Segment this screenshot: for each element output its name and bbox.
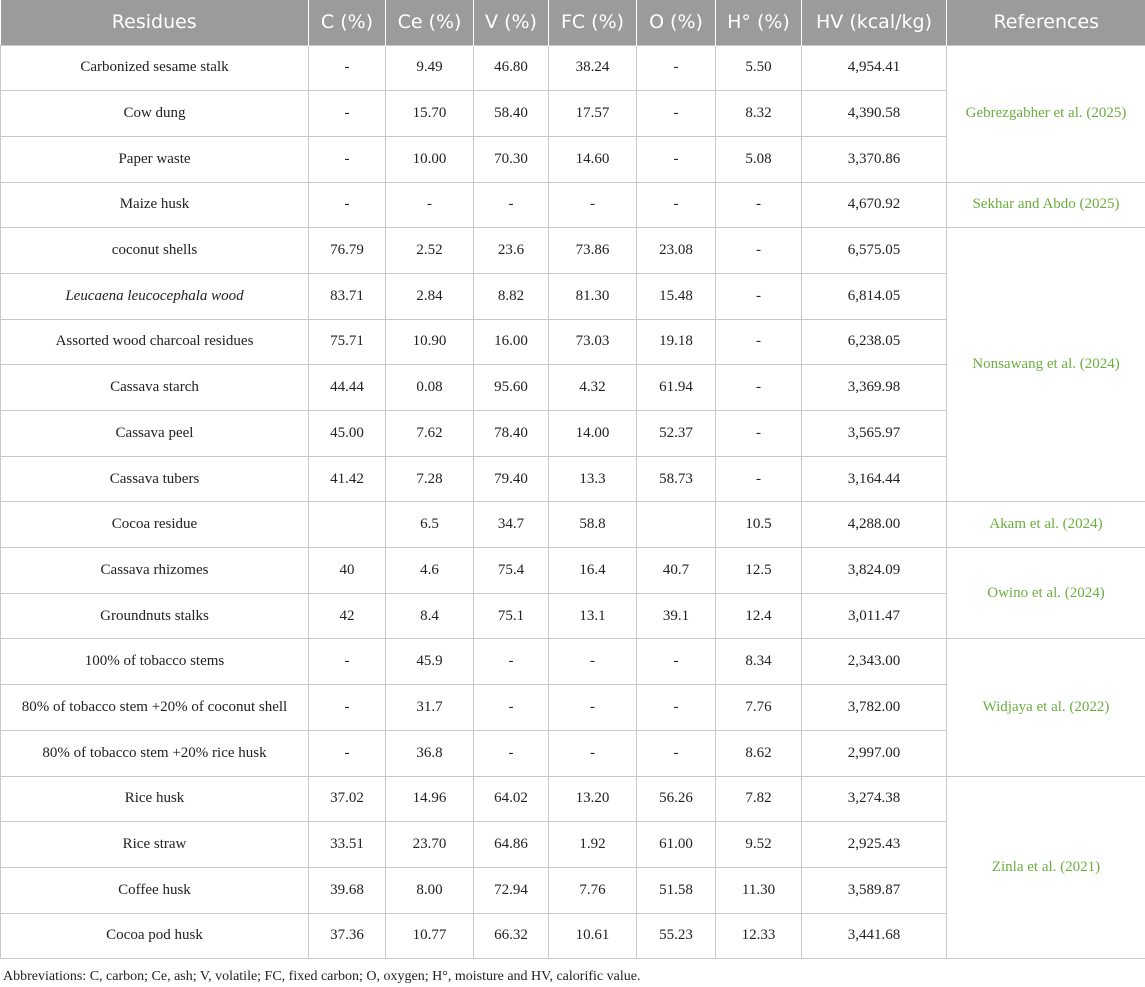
calorific-value-cell: 4,670.92 <box>802 182 947 228</box>
calorific-value-cell: 3,565.97 <box>802 411 947 457</box>
oxygen-cell: - <box>637 685 716 731</box>
carbon-cell: 75.71 <box>309 319 386 365</box>
ash-cell: 2.84 <box>386 273 474 319</box>
moisture-cell: 8.62 <box>716 730 802 776</box>
residue-cell: Cassava starch <box>1 365 309 411</box>
fixed-carbon-cell: 14.00 <box>549 411 637 457</box>
oxygen-cell: 23.08 <box>637 228 716 274</box>
table-row <box>1 776 1145 822</box>
fixed-carbon-cell: 16.4 <box>549 548 637 594</box>
fixed-carbon-cell: 58.8 <box>549 502 637 548</box>
fixed-carbon-cell: 13.1 <box>549 593 637 639</box>
calorific-value-cell: 3,164.44 <box>802 456 947 502</box>
fixed-carbon-cell: - <box>549 182 637 228</box>
oxygen-cell: 52.37 <box>637 411 716 457</box>
reference-link[interactable]: Sekhar and Abdo (2025) <box>947 182 1145 228</box>
calorific-value-cell: 3,274.38 <box>802 776 947 822</box>
ash-cell: 8.00 <box>386 867 474 913</box>
oxygen-cell: - <box>637 639 716 685</box>
calorific-value-cell: 3,441.68 <box>802 913 947 959</box>
volatile-cell: 23.6 <box>474 228 549 274</box>
calorific-value-cell: 6,814.05 <box>802 273 947 319</box>
header-oxygen: O (%) <box>637 0 716 45</box>
header-moisture: H° (%) <box>716 0 802 45</box>
oxygen-cell <box>637 502 716 548</box>
ash-cell: 45.9 <box>386 639 474 685</box>
fixed-carbon-cell: 14.60 <box>549 136 637 182</box>
calorific-value-cell: 4,288.00 <box>802 502 947 548</box>
calorific-value-cell: 3,011.47 <box>802 593 947 639</box>
fixed-carbon-cell: - <box>549 730 637 776</box>
oxygen-cell: 40.7 <box>637 548 716 594</box>
oxygen-cell: - <box>637 730 716 776</box>
volatile-cell: 46.80 <box>474 45 549 91</box>
calorific-value-cell: 3,589.87 <box>802 867 947 913</box>
ash-cell: 9.49 <box>386 45 474 91</box>
ash-cell: 31.7 <box>386 685 474 731</box>
ash-cell: 6.5 <box>386 502 474 548</box>
residue-cell: Cassava peel <box>1 411 309 457</box>
oxygen-cell: - <box>637 45 716 91</box>
oxygen-cell: - <box>637 136 716 182</box>
calorific-value-cell: 4,390.58 <box>802 91 947 137</box>
ash-cell: 10.77 <box>386 913 474 959</box>
fixed-carbon-cell: 73.03 <box>549 319 637 365</box>
ash-cell: 14.96 <box>386 776 474 822</box>
volatile-cell: - <box>474 639 549 685</box>
header-references: References <box>947 0 1145 45</box>
carbon-cell: 45.00 <box>309 411 386 457</box>
residue-cell: Cassava rhizomes <box>1 548 309 594</box>
volatile-cell: 58.40 <box>474 91 549 137</box>
moisture-cell: 7.76 <box>716 685 802 731</box>
footnote: Abbreviations: C, carbon; Ce, ash; V, volatile; FC, fixed carbon; O, oxygen; H°, moisture and HV, calorific value. <box>3 969 641 984</box>
residue-cell: 80% of tobacco stem +20% rice husk <box>1 730 309 776</box>
ash-cell: 2.52 <box>386 228 474 274</box>
volatile-cell: 70.30 <box>474 136 549 182</box>
table-row <box>1 182 1145 228</box>
residue-cell: Assorted wood charcoal residues <box>1 319 309 365</box>
residue-cell: Carbonized sesame stalk <box>1 45 309 91</box>
residue-cell: Maize husk <box>1 182 309 228</box>
residue-cell: coconut shells <box>1 228 309 274</box>
carbon-cell: 44.44 <box>309 365 386 411</box>
calorific-value-cell: 3,370.86 <box>802 136 947 182</box>
carbon-cell: - <box>309 182 386 228</box>
header-volatile: V (%) <box>474 0 549 45</box>
calorific-value-cell: 2,343.00 <box>802 639 947 685</box>
carbon-cell: 39.68 <box>309 867 386 913</box>
carbon-cell: - <box>309 730 386 776</box>
moisture-cell: 8.34 <box>716 639 802 685</box>
residue-cell: Rice husk <box>1 776 309 822</box>
volatile-cell: - <box>474 685 549 731</box>
carbon-cell: 37.36 <box>309 913 386 959</box>
residue-cell: Rice straw <box>1 822 309 868</box>
residue-cell: Cassava tubers <box>1 456 309 502</box>
fixed-carbon-cell: 73.86 <box>549 228 637 274</box>
fixed-carbon-cell: - <box>549 685 637 731</box>
oxygen-cell: 58.73 <box>637 456 716 502</box>
reference-link[interactable]: Akam et al. (2024) <box>947 502 1145 548</box>
oxygen-cell: 39.1 <box>637 593 716 639</box>
calorific-value-cell: 2,997.00 <box>802 730 947 776</box>
fixed-carbon-cell: 4.32 <box>549 365 637 411</box>
volatile-cell: 78.40 <box>474 411 549 457</box>
carbon-cell: - <box>309 45 386 91</box>
fixed-carbon-cell: 10.61 <box>549 913 637 959</box>
reference-link[interactable]: Zinla et al. (2021) <box>947 776 1145 959</box>
volatile-cell: 34.7 <box>474 502 549 548</box>
fixed-carbon-cell: 81.30 <box>549 273 637 319</box>
moisture-cell: 8.32 <box>716 91 802 137</box>
residue-cell: Groundnuts stalks <box>1 593 309 639</box>
carbon-cell: - <box>309 91 386 137</box>
moisture-cell: 7.82 <box>716 776 802 822</box>
ash-cell: 15.70 <box>386 91 474 137</box>
ash-cell: 0.08 <box>386 365 474 411</box>
moisture-cell: - <box>716 411 802 457</box>
reference-link[interactable]: Widjaya et al. (2022) <box>947 639 1145 776</box>
moisture-cell: 9.52 <box>716 822 802 868</box>
volatile-cell: 79.40 <box>474 456 549 502</box>
reference-link[interactable]: Owino et al. (2024) <box>947 548 1145 639</box>
fixed-carbon-cell: 7.76 <box>549 867 637 913</box>
volatile-cell: - <box>474 730 549 776</box>
carbon-cell: - <box>309 136 386 182</box>
carbon-cell: 40 <box>309 548 386 594</box>
moisture-cell: 12.33 <box>716 913 802 959</box>
moisture-cell: 10.5 <box>716 502 802 548</box>
oxygen-cell: 51.58 <box>637 867 716 913</box>
volatile-cell: 72.94 <box>474 867 549 913</box>
fixed-carbon-cell: 17.57 <box>549 91 637 137</box>
table-body <box>1 45 1145 959</box>
table-row <box>1 228 1145 274</box>
residue-cell: Cocoa pod husk <box>1 913 309 959</box>
carbon-cell: 76.79 <box>309 228 386 274</box>
residue-cell: Coffee husk <box>1 867 309 913</box>
fixed-carbon-cell: 1.92 <box>549 822 637 868</box>
residue-cell: 80% of tobacco stem +20% of coconut shell <box>1 685 309 731</box>
ash-cell: 8.4 <box>386 593 474 639</box>
ash-cell: 7.28 <box>386 456 474 502</box>
fixed-carbon-cell: 38.24 <box>549 45 637 91</box>
calorific-value-cell: 4,954.41 <box>802 45 947 91</box>
carbon-cell <box>309 502 386 548</box>
volatile-cell: 75.4 <box>474 548 549 594</box>
oxygen-cell: 55.23 <box>637 913 716 959</box>
volatile-cell: 75.1 <box>474 593 549 639</box>
ash-cell: 36.8 <box>386 730 474 776</box>
residue-cell: Cow dung <box>1 91 309 137</box>
moisture-cell: - <box>716 228 802 274</box>
moisture-cell: 12.5 <box>716 548 802 594</box>
volatile-cell: - <box>474 182 549 228</box>
oxygen-cell: - <box>637 91 716 137</box>
volatile-cell: 64.02 <box>474 776 549 822</box>
moisture-cell: 11.30 <box>716 867 802 913</box>
carbon-cell: 33.51 <box>309 822 386 868</box>
moisture-cell: - <box>716 319 802 365</box>
header-ash: Ce (%) <box>386 0 474 45</box>
fixed-carbon-cell: 13.20 <box>549 776 637 822</box>
header-fixed-carbon: FC (%) <box>549 0 637 45</box>
oxygen-cell: 61.00 <box>637 822 716 868</box>
reference-link[interactable]: Gebrezgabher et al. (2025) <box>947 45 1145 182</box>
carbon-cell: - <box>309 685 386 731</box>
reference-link[interactable]: Nonsawang et al. (2024) <box>947 228 1145 502</box>
fixed-carbon-cell: - <box>549 639 637 685</box>
moisture-cell: - <box>716 456 802 502</box>
calorific-value-cell: 2,925.43 <box>802 822 947 868</box>
residue-cell: Paper waste <box>1 136 309 182</box>
calorific-value-cell: 3,782.00 <box>802 685 947 731</box>
table-row <box>1 639 1145 685</box>
calorific-value-cell: 6,575.05 <box>802 228 947 274</box>
ash-cell: 4.6 <box>386 548 474 594</box>
moisture-cell: 12.4 <box>716 593 802 639</box>
moisture-cell: - <box>716 182 802 228</box>
ash-cell: - <box>386 182 474 228</box>
moisture-cell: 5.08 <box>716 136 802 182</box>
residue-cell: 100% of tobacco stems <box>1 639 309 685</box>
table-row <box>1 45 1145 91</box>
volatile-cell: 8.82 <box>474 273 549 319</box>
carbon-cell: 42 <box>309 593 386 639</box>
moisture-cell: 5.50 <box>716 45 802 91</box>
ash-cell: 10.90 <box>386 319 474 365</box>
moisture-cell: - <box>716 365 802 411</box>
header-row <box>1 0 1145 45</box>
header-calorific-value: HV (kcal/kg) <box>802 0 947 45</box>
volatile-cell: 16.00 <box>474 319 549 365</box>
oxygen-cell: 56.26 <box>637 776 716 822</box>
fixed-carbon-cell: 13.3 <box>549 456 637 502</box>
calorific-value-cell: 3,369.98 <box>802 365 947 411</box>
oxygen-cell: 15.48 <box>637 273 716 319</box>
volatile-cell: 66.32 <box>474 913 549 959</box>
header-residues: Residues <box>1 0 309 45</box>
calorific-value-cell: 3,824.09 <box>802 548 947 594</box>
header-carbon: C (%) <box>309 0 386 45</box>
ash-cell: 10.00 <box>386 136 474 182</box>
oxygen-cell: 19.18 <box>637 319 716 365</box>
volatile-cell: 64.86 <box>474 822 549 868</box>
table-row <box>1 502 1145 548</box>
volatile-cell: 95.60 <box>474 365 549 411</box>
ash-cell: 23.70 <box>386 822 474 868</box>
carbon-cell: 83.71 <box>309 273 386 319</box>
ash-cell: 7.62 <box>386 411 474 457</box>
oxygen-cell: 61.94 <box>637 365 716 411</box>
calorific-value-cell: 6,238.05 <box>802 319 947 365</box>
carbon-cell: 41.42 <box>309 456 386 502</box>
table-row <box>1 548 1145 594</box>
moisture-cell: - <box>716 273 802 319</box>
residue-cell: Leucaena leucocephala wood <box>1 273 309 319</box>
oxygen-cell: - <box>637 182 716 228</box>
carbon-cell: 37.02 <box>309 776 386 822</box>
residue-cell: Cocoa residue <box>1 502 309 548</box>
carbon-cell: - <box>309 639 386 685</box>
